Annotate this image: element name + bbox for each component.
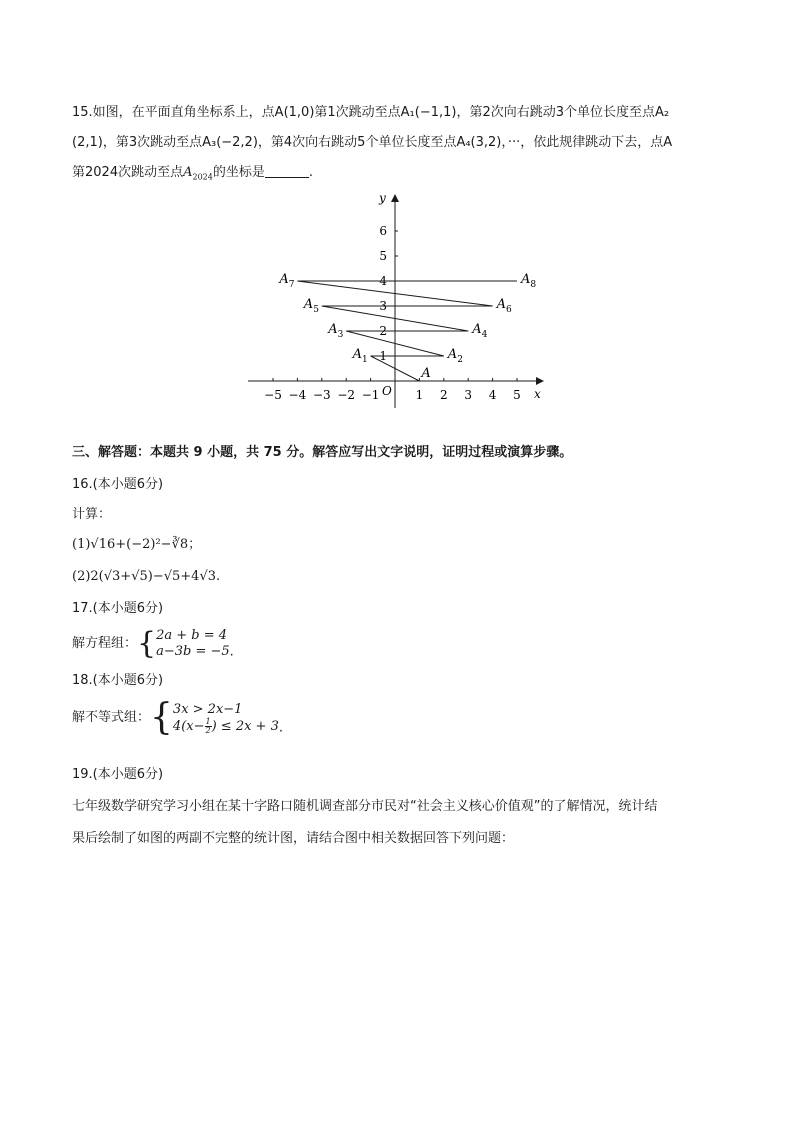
point-label: $A_5$ xyxy=(303,297,319,315)
q18-end: . xyxy=(278,720,283,736)
x-tick-label: 3 xyxy=(464,388,473,402)
fraction-denominator: 2 xyxy=(205,725,211,735)
x-axis-label: x xyxy=(534,387,541,401)
q18-system xyxy=(173,702,279,735)
answer-blank[interactable] xyxy=(265,165,309,178)
q18-header: 18.(本小题6分) xyxy=(72,673,164,688)
q15-line-2: (2,1)，第3次跳动至点A₃(−2,2)，第4次向右跳动5个单位长度至点A₄(3,2)，···，依此规律跳动下去，点A xyxy=(72,135,673,150)
point-label-subscript: 6 xyxy=(505,305,512,315)
point-label-subscript: 5 xyxy=(313,305,319,315)
q17-end: . xyxy=(229,644,234,660)
y-tick-label: 5 xyxy=(379,249,387,263)
point-label: $A_1$ xyxy=(352,347,368,365)
section-3-title: 三、解答题：本题共 9 小题，共 75 分。解答应写出文字说明，证明过程或演算步骤。 xyxy=(72,445,573,460)
point-label-subscript: 1 xyxy=(361,355,368,365)
point-label: $A_7$ xyxy=(279,272,295,290)
point-label-subscript: 4 xyxy=(481,330,488,340)
x-tick-label: 1 xyxy=(415,388,424,402)
q18-body xyxy=(72,697,283,738)
point-label: $A_3$ xyxy=(328,322,344,340)
fraction-numerator: 1 xyxy=(205,716,211,726)
y-tick-label: 3 xyxy=(379,299,387,313)
brace-icon: { xyxy=(137,626,157,661)
x-tick-label: 5 xyxy=(513,388,521,402)
x-tick-label: −5 xyxy=(264,388,282,402)
y-tick-label: 2 xyxy=(379,324,387,338)
fraction xyxy=(205,718,212,735)
point-label: A xyxy=(421,366,431,381)
y-tick-label: 4 xyxy=(379,274,387,288)
q19-line-2: 果后绘制了如图的两副不完整的统计图，请结合图中相关数据回答下列问题： xyxy=(72,831,515,846)
coordinate-figure xyxy=(240,188,560,410)
q16-header: 16.(本小题6分) xyxy=(72,477,164,492)
x-tick-label: 2 xyxy=(439,388,448,402)
point-label-subscript: 7 xyxy=(288,280,295,290)
q19-header: 19.(本小题6分) xyxy=(72,767,164,782)
q17-eq-1: 2a + b = 4 xyxy=(156,628,228,643)
q16-intro: 计算： xyxy=(72,507,112,522)
point-label-subscript: 2 xyxy=(457,355,463,365)
q17-eq-2: a−3b = −5 xyxy=(156,644,230,659)
q17-system xyxy=(156,628,230,660)
point-label-subscript: 8 xyxy=(530,280,537,290)
point-label: $A_4$ xyxy=(472,322,488,340)
q17-body xyxy=(72,628,234,662)
q15-point-sub: 2024 xyxy=(192,172,213,182)
q17-intro: 解方程组： xyxy=(72,636,138,651)
x-tick-label: −3 xyxy=(312,388,331,402)
q15-line-3-post: 的坐标是 xyxy=(212,165,265,180)
point-label: $A_6$ xyxy=(496,297,512,315)
y-tick-label: 1 xyxy=(379,349,387,363)
x-tick-label: −4 xyxy=(288,388,307,402)
x-tick-label: 4 xyxy=(488,388,497,402)
point-label-subscript: 3 xyxy=(337,330,344,340)
q18-intro: 解不等式组： xyxy=(72,710,151,725)
q15-line-3 xyxy=(72,164,313,187)
point-label: $A_2$ xyxy=(447,347,463,365)
q15-line-1: 15.如图，在平面直角坐标系上，点A(1,0)第1次跳动至点A₁(−1,1)，第2次向右跳动3个单位长度至点A₂ xyxy=(72,105,670,120)
q18-ineq-2-post: ) ≤ 2x + 3 xyxy=(211,718,279,734)
q15-line-3-end: . xyxy=(308,165,313,180)
x-tick-label: −2 xyxy=(337,388,356,402)
q15-point-label: A xyxy=(183,165,193,180)
q17-header: 17.(本小题6分) xyxy=(72,601,164,616)
q18-ineq-1: 3x > 2x−1 xyxy=(172,701,243,717)
y-tick-label: 6 xyxy=(379,224,387,238)
q16-part-1: (1)√16+(−2)²−∛8； xyxy=(72,537,202,552)
point-label: $A_8$ xyxy=(521,272,537,290)
q18-ineq-2-pre: 4(x− xyxy=(172,718,205,734)
origin-label: O xyxy=(382,384,392,398)
y-axis-label: y xyxy=(379,191,386,205)
point-labels xyxy=(278,272,536,381)
q16-part-2: (2)2(√3+√5)−√5+4√3. xyxy=(72,569,221,584)
q18-ineq-2 xyxy=(173,718,279,735)
q15-line-3-pre: 第2024次跳动至点 xyxy=(72,165,184,180)
brace-icon: { xyxy=(150,697,173,738)
x-tick-label: −1 xyxy=(361,388,380,402)
q19-line-1: 七年级数学研究学习小组在某十字路口随机调查部分市民对“社会主义核心价值观”的了解情况，统计结 xyxy=(72,799,658,814)
